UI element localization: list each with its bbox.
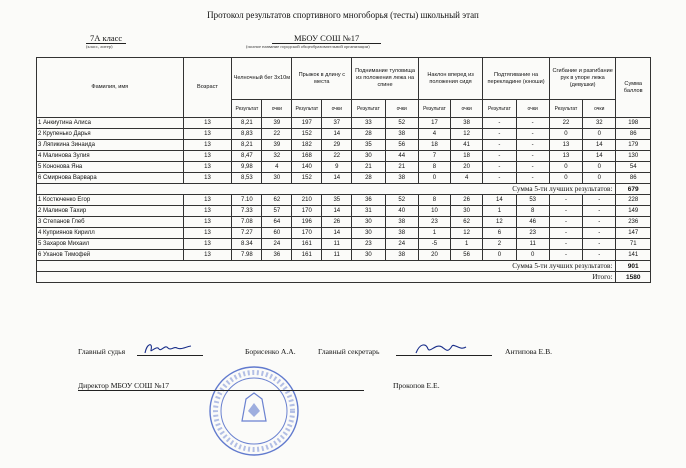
cell-run-p: 30	[262, 173, 292, 184]
cell-pull-r: 14	[483, 195, 516, 206]
cell-run-p: 57	[262, 206, 292, 217]
cell-jump-p: 22	[322, 151, 352, 162]
cell-name: 6 Уханов Тимофей	[37, 250, 184, 261]
table-row	[37, 250, 651, 261]
table-row	[37, 217, 651, 228]
judge-label: Главный судья	[78, 347, 126, 356]
cell-jump-p: 14	[322, 173, 352, 184]
sub-result-header: Результат	[232, 100, 262, 118]
cell-run-r: 7.08	[232, 217, 262, 228]
grand-total-value: 1580	[616, 272, 651, 283]
cell-run-r: 8,53	[232, 173, 262, 184]
cell-push-p: -	[583, 228, 616, 239]
cell-sit-r: 36	[352, 195, 385, 206]
cell-jump-r: 161	[292, 250, 322, 261]
cell-jump-r: 182	[292, 140, 322, 151]
cell-jump-r: 152	[292, 129, 322, 140]
cell-jump-r: 196	[292, 217, 322, 228]
cell-push-r: -	[549, 228, 582, 239]
cell-sit-r: 23	[352, 239, 385, 250]
cell-bend-p: 12	[451, 228, 483, 239]
cell-jump-p: 14	[322, 228, 352, 239]
cell-jump-p: 9	[322, 162, 352, 173]
cell-jump-p: 14	[322, 129, 352, 140]
cell-push-p: 14	[583, 151, 616, 162]
cell-run-r: 8,21	[232, 118, 262, 129]
cell-push-p: -	[583, 206, 616, 217]
cell-pull-p: 11	[516, 239, 549, 250]
cell-push-r: -	[549, 195, 582, 206]
cell-run-p: 60	[262, 228, 292, 239]
cell-pull-p: -	[516, 118, 549, 129]
cell-sit-p: 38	[385, 217, 418, 228]
cell-pull-r: 1	[483, 206, 516, 217]
cell-push-r: -	[549, 239, 582, 250]
cell-sit-r: 31	[352, 206, 385, 217]
cell-sit-r: 28	[352, 173, 385, 184]
cell-push-p: 0	[583, 129, 616, 140]
cell-pull-r: -	[483, 129, 516, 140]
cell-pull-r: -	[483, 151, 516, 162]
cell-total: 147	[616, 228, 651, 239]
cell-age: 13	[183, 250, 232, 261]
cell-bend-p: 41	[451, 140, 483, 151]
document-title: Протокол результатов спортивного многоборья (тесты) школьный этап	[207, 10, 479, 20]
school-stamp	[208, 365, 300, 457]
cell-bend-p: 26	[451, 195, 483, 206]
cell-run-p: 4	[262, 162, 292, 173]
judge-signature-line	[137, 341, 203, 356]
cell-sit-p: 52	[385, 195, 418, 206]
cell-bend-r: 0	[418, 173, 450, 184]
cell-bend-p: 4	[451, 173, 483, 184]
sub-result-header: Результат	[292, 100, 322, 118]
cell-run-r: 7.10	[232, 195, 262, 206]
cell-bend-p: 20	[451, 162, 483, 173]
director-name: Прокопов Е.Е.	[393, 381, 440, 390]
cell-run-p: 64	[262, 217, 292, 228]
cell-total: 86	[616, 173, 651, 184]
cell-name: 2 Малинов Тахир	[37, 206, 184, 217]
cell-pull-p: -	[516, 129, 549, 140]
cell-age: 13	[183, 239, 232, 250]
cell-run-p: 24	[262, 239, 292, 250]
secretary-name: Антипова Е.В.	[505, 347, 553, 356]
cell-run-r: 7.33	[232, 206, 262, 217]
cell-jump-r: 197	[292, 118, 322, 129]
cell-total: 228	[616, 195, 651, 206]
secretary-label: Главный секретарь	[318, 347, 380, 356]
cell-age: 13	[183, 151, 232, 162]
cell-sit-r: 33	[352, 118, 385, 129]
girls-results	[37, 118, 651, 184]
cell-age: 13	[183, 129, 232, 140]
col-bend-header: Наклон вперед из положения сидя	[418, 58, 482, 100]
cell-pull-r: -	[483, 162, 516, 173]
cell-push-p: 0	[583, 162, 616, 173]
cell-name: 1 Костюченко Егор	[37, 195, 184, 206]
sub-points-header: очки	[262, 100, 292, 118]
cell-push-r: 0	[549, 162, 582, 173]
table-row	[37, 239, 651, 250]
cell-run-p: 22	[262, 129, 292, 140]
cell-bend-r: 1	[418, 228, 450, 239]
cell-name: 5 Кононова Яна	[37, 162, 184, 173]
table-row	[37, 195, 651, 206]
cell-bend-p: 38	[451, 118, 483, 129]
cell-bend-p: 62	[451, 217, 483, 228]
table-row	[37, 129, 651, 140]
cell-run-r: 7.98	[232, 250, 262, 261]
table-row	[37, 173, 651, 184]
cell-age: 13	[183, 173, 232, 184]
cell-age: 13	[183, 228, 232, 239]
cell-pull-r: -	[483, 118, 516, 129]
cell-jump-p: 11	[322, 250, 352, 261]
cell-name: 2 Крупенько Дарья	[37, 129, 184, 140]
cell-bend-p: 12	[451, 129, 483, 140]
boys-sum-value: 901	[616, 261, 651, 272]
table-row	[37, 206, 651, 217]
cell-push-r: 22	[549, 118, 582, 129]
cell-total: 86	[616, 129, 651, 140]
sub-points-header: очки	[583, 100, 616, 118]
table-row	[37, 140, 651, 151]
cell-sit-p: 38	[385, 250, 418, 261]
cell-pull-p: 0	[516, 250, 549, 261]
school-caption: (полное название городской общеобразовательной организации)	[246, 44, 370, 49]
cell-total: 71	[616, 239, 651, 250]
cell-bend-r: 23	[418, 217, 450, 228]
cell-push-p: -	[583, 250, 616, 261]
director-label: Директор МБОУ СОШ №17	[78, 381, 364, 390]
cell-jump-p: 35	[322, 195, 352, 206]
cell-bend-r: 20	[418, 250, 450, 261]
cell-jump-p: 14	[322, 206, 352, 217]
cell-run-p: 62	[262, 195, 292, 206]
cell-age: 13	[183, 195, 232, 206]
cell-sit-p: 21	[385, 162, 418, 173]
cell-sit-r: 21	[352, 162, 385, 173]
col-jump-header: Прыжок в длину с места	[292, 58, 352, 100]
cell-bend-p: 1	[451, 239, 483, 250]
cell-push-p: -	[583, 217, 616, 228]
sub-points-header: очки	[322, 100, 352, 118]
cell-name: 3 Ляпикина Зинаида	[37, 140, 184, 151]
cell-sit-p: 52	[385, 118, 418, 129]
col-situps-header: Поднимание туловища из положения лежа на спине	[352, 58, 419, 100]
cell-jump-p: 37	[322, 118, 352, 129]
cell-push-r: -	[549, 217, 582, 228]
results-table	[36, 57, 651, 283]
col-pushups-header: Сгибание и разгибание рук в упоре лежа (девушки)	[549, 58, 616, 100]
cell-bend-r: 7	[418, 151, 450, 162]
col-total-header: Сумма баллов	[616, 58, 651, 118]
cell-total: 54	[616, 162, 651, 173]
cell-bend-p: 56	[451, 250, 483, 261]
secretary-signature-icon	[396, 341, 492, 355]
boys-sum-label: Сумма 5-ти лучших результатов:	[37, 261, 616, 272]
cell-pull-r: -	[483, 140, 516, 151]
cell-sit-p: 38	[385, 228, 418, 239]
cell-pull-r: 6	[483, 228, 516, 239]
cell-run-p: 39	[262, 118, 292, 129]
girls-sum-value: 679	[616, 184, 651, 195]
secretary-signature-line	[396, 341, 492, 356]
cell-push-r: 13	[549, 151, 582, 162]
cell-pull-r: -	[483, 173, 516, 184]
cell-push-p: 0	[583, 173, 616, 184]
cell-sit-p: 38	[385, 173, 418, 184]
school-name: МБОУ СОШ №17	[272, 33, 381, 43]
col-name-header: Фамилия, имя	[37, 58, 184, 118]
cell-run-r: 8,83	[232, 129, 262, 140]
cell-age: 13	[183, 206, 232, 217]
cell-jump-r: 170	[292, 206, 322, 217]
sub-points-header: очки	[516, 100, 549, 118]
cell-pull-p: -	[516, 173, 549, 184]
cell-pull-p: 46	[516, 217, 549, 228]
cell-push-p: -	[583, 195, 616, 206]
cell-jump-r: 140	[292, 162, 322, 173]
cell-age: 13	[183, 162, 232, 173]
cell-pull-p: -	[516, 151, 549, 162]
cell-jump-r: 170	[292, 228, 322, 239]
cell-age: 13	[183, 118, 232, 129]
cell-run-p: 39	[262, 140, 292, 151]
cell-name: 4 Малинова Зулия	[37, 151, 184, 162]
cell-run-r: 8,21	[232, 140, 262, 151]
cell-pull-r: 0	[483, 250, 516, 261]
cell-bend-r: -5	[418, 239, 450, 250]
cell-total: 130	[616, 151, 651, 162]
girls-sum-label: Сумма 5-ти лучших результатов:	[37, 184, 616, 195]
cell-name: 6 Смирнова Варвара	[37, 173, 184, 184]
cell-sit-r: 28	[352, 129, 385, 140]
cell-run-p: 32	[262, 151, 292, 162]
cell-total: 236	[616, 217, 651, 228]
cell-sit-r: 30	[352, 250, 385, 261]
table-row	[37, 162, 651, 173]
class-caption: (класс, литер)	[86, 44, 113, 49]
cell-push-p: 32	[583, 118, 616, 129]
class-name: 7А класс	[86, 33, 126, 43]
cell-name: 5 Захаров Михаил	[37, 239, 184, 250]
col-run-header: Челночный бег 3х10м	[232, 58, 292, 100]
cell-bend-r: 8	[418, 162, 450, 173]
cell-jump-r: 210	[292, 195, 322, 206]
cell-jump-p: 26	[322, 217, 352, 228]
cell-pull-p: -	[516, 162, 549, 173]
cell-sit-p: 24	[385, 239, 418, 250]
cell-jump-r: 168	[292, 151, 322, 162]
sub-points-header: очки	[385, 100, 418, 118]
cell-sit-r: 30	[352, 217, 385, 228]
cell-push-r: -	[549, 206, 582, 217]
cell-sit-r: 35	[352, 140, 385, 151]
cell-age: 13	[183, 217, 232, 228]
cell-jump-r: 152	[292, 173, 322, 184]
cell-pull-r: 2	[483, 239, 516, 250]
cell-bend-p: 18	[451, 151, 483, 162]
cell-bend-r: 4	[418, 129, 450, 140]
cell-total: 179	[616, 140, 651, 151]
cell-push-r: 13	[549, 140, 582, 151]
judge-name: Борисенко А.А.	[245, 347, 296, 356]
cell-pull-p: -	[516, 140, 549, 151]
col-pullups-header: Подтягивание на перекладине (юноши)	[483, 58, 550, 100]
cell-run-p: 36	[262, 250, 292, 261]
sub-result-header: Результат	[549, 100, 582, 118]
cell-total: 141	[616, 250, 651, 261]
sub-points-header: очки	[451, 100, 483, 118]
cell-name: 1 Анкиутина Алиса	[37, 118, 184, 129]
col-age-header: Возраст	[183, 58, 232, 118]
grand-total-label: Итого:	[37, 272, 616, 283]
cell-jump-p: 29	[322, 140, 352, 151]
cell-name: 3 Степанов Глеб	[37, 217, 184, 228]
cell-pull-r: 12	[483, 217, 516, 228]
sub-result-header: Результат	[418, 100, 450, 118]
cell-bend-p: 30	[451, 206, 483, 217]
cell-pull-p: 8	[516, 206, 549, 217]
cell-bend-r: 17	[418, 118, 450, 129]
cell-age: 13	[183, 140, 232, 151]
cell-sit-p: 38	[385, 129, 418, 140]
cell-total: 198	[616, 118, 651, 129]
cell-bend-r: 8	[418, 195, 450, 206]
cell-sit-p: 56	[385, 140, 418, 151]
cell-run-r: 9,98	[232, 162, 262, 173]
cell-run-r: 7.27	[232, 228, 262, 239]
boys-results	[37, 195, 651, 261]
cell-run-r: 8.34	[232, 239, 262, 250]
cell-pull-p: 23	[516, 228, 549, 239]
cell-bend-r: 10	[418, 206, 450, 217]
cell-jump-p: 11	[322, 239, 352, 250]
cell-bend-r: 18	[418, 140, 450, 151]
cell-push-p: 14	[583, 140, 616, 151]
cell-push-p: -	[583, 239, 616, 250]
cell-name: 4 Куприянов Кирилл	[37, 228, 184, 239]
cell-jump-r: 161	[292, 239, 322, 250]
cell-push-r: 0	[549, 129, 582, 140]
sub-result-header: Результат	[352, 100, 385, 118]
judge-signature-icon	[137, 341, 203, 355]
cell-push-r: 0	[549, 173, 582, 184]
cell-total: 149	[616, 206, 651, 217]
table-row	[37, 118, 651, 129]
sub-result-header: Результат	[483, 100, 516, 118]
cell-run-r: 8,47	[232, 151, 262, 162]
cell-sit-p: 40	[385, 206, 418, 217]
cell-sit-r: 30	[352, 228, 385, 239]
table-row	[37, 228, 651, 239]
cell-push-r: -	[549, 250, 582, 261]
table-row	[37, 151, 651, 162]
cell-sit-r: 30	[352, 151, 385, 162]
cell-sit-p: 44	[385, 151, 418, 162]
cell-pull-p: 53	[516, 195, 549, 206]
